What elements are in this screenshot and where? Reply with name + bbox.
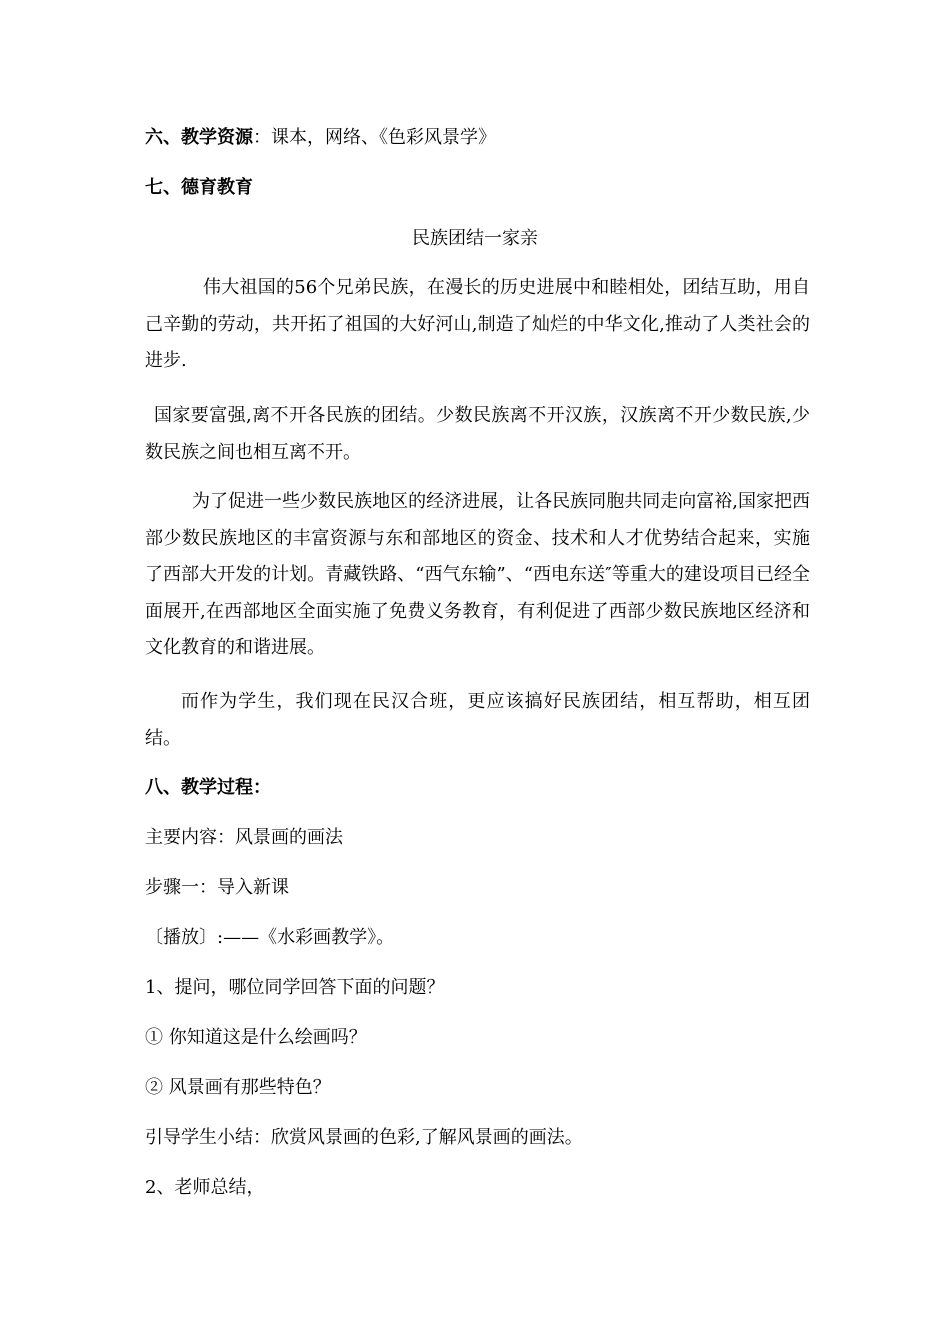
moral-education-title: 民族团结一家亲 <box>412 228 538 249</box>
question-line: 1、提问，哪位同学回答下面的问题？ <box>145 977 445 998</box>
paragraph-3: 为了促进一些少数民族地区的经济进展，让各民族同胞共同走向富裕,国家把西部少数民族地区的丰富资源与东和部地区的资金、技术和人才优势结合起来，实施了西部大开发的计划。青藏铁路、“西气东输”、“西电东送″等重大的建设项目已经全面展开,在西部地区全面实施了免费义务教育，有利促进了西部少数民族地区经济和文化教育的和谐进展。 <box>145 491 810 658</box>
guide-summary-line: 引导学生小结：欣赏风景画的色彩,了解风景画的画法。 <box>145 1127 583 1148</box>
main-content-line: 主要内容：风景画的画法 <box>145 827 343 848</box>
section-6-line <box>145 126 496 150</box>
play-video-line: 〔播放〕:——《水彩画教学》。 <box>145 927 395 948</box>
section-8-heading: 八、教学过程： <box>145 777 271 798</box>
section-6-text: ：课本，网络、《色彩风景学》 <box>253 127 496 148</box>
question-item-2: ② 风景画有那些特色？ <box>145 1077 331 1098</box>
step-one-line: 步骤一：导入新课 <box>145 877 289 898</box>
paragraph-1: 伟大祖国的56个兄弟民族，在漫长的历史进展中和睦相处，团结互助，用自己辛勤的劳动，共开拓了祖国的大好河山,制造了灿烂的中华文化,推动了人类社会的进步. <box>145 277 810 371</box>
section-7-heading: 七、德育教育 <box>145 177 253 198</box>
paragraph-2: 国家要富强,离不开各民族的团结。少数民族离不开汉族，汉族离不开少数民族,少数民族之间也相互离不开。 <box>145 405 810 463</box>
question-item-1: ① 你知道这是什么绘画吗？ <box>145 1027 367 1048</box>
paragraph-4: 而作为学生，我们现在民汉合班，更应该搞好民族团结，相互帮助，相互团结。 <box>145 691 810 749</box>
section-6-heading: 六、教学资源 <box>145 127 253 148</box>
teacher-summary-line: 2、老师总结， <box>145 1177 265 1198</box>
